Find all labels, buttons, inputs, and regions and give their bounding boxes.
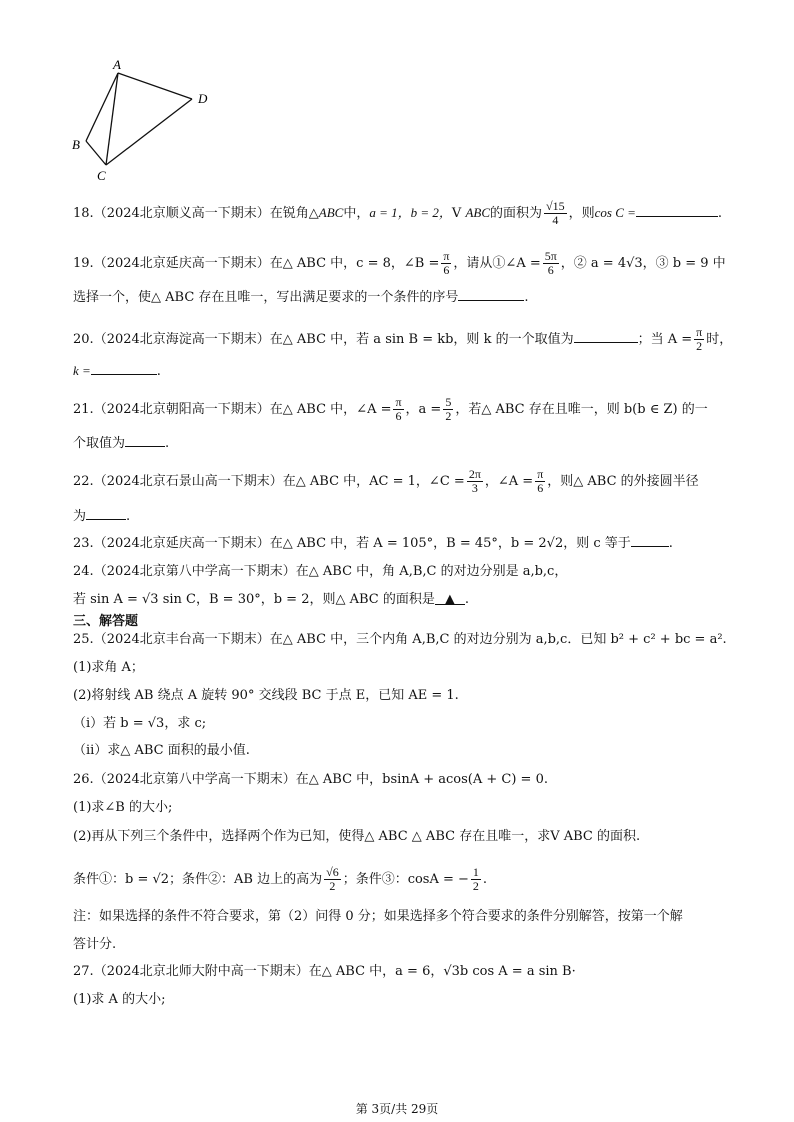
question-22: 22.（2024北京石景山高一下期末）在△ ABC 中，AC = 1，∠C = $\frac{2\pi}{3}$ ，∠A = $\frac{\pi}{6}$ ，则△ ABC 的外接圆半径 — [73, 467, 699, 495]
q21-frac-side: $\frac{5}{2}$ — [445, 395, 452, 423]
q18-abc: ABC — [318, 205, 344, 220]
q18-mid: 中， — [343, 206, 370, 221]
question-21-cont: 个取值为 . — [73, 432, 169, 454]
question-26-part2: (2)再从下列三个条件中，选择两个作为已知，使得△ ABC △ ABC 存在且唯一，求V ABC 的面积. — [73, 829, 641, 844]
answer-blank[interactable] — [91, 360, 157, 375]
q18-v: V — [451, 206, 462, 221]
question-26-note: 注：如果选择的条件不符合要求，第（2）问得 0 分；如果选择多个符合要求的条件分别解答，按第一个解 — [73, 909, 683, 924]
answer-blank[interactable] — [574, 328, 638, 343]
vertex-label-b: B — [72, 137, 80, 152]
q18-ask: ，则 — [568, 206, 595, 221]
q19-frac-b: $\frac{\pi}{6}$ — [443, 249, 450, 277]
q19-frac-a: $\frac{5\pi}{6}$ — [544, 249, 557, 277]
answer-blank[interactable] — [435, 590, 465, 605]
question-24: 24.（2024北京第八中学高一下期末）在△ ABC 中，角 A,B,C 的对边分别是 a,b,c， — [73, 564, 568, 579]
q22-frac-a: $\frac{\pi}{6}$ — [537, 467, 544, 495]
q22-frac-c: $\frac{2\pi}{3}$ — [468, 467, 481, 495]
q21-frac-a: $\frac{\pi}{6}$ — [395, 395, 402, 423]
q18-source: （2024北京顺义高一下期末） — [93, 206, 270, 221]
question-24-cont: 若 sin A = √3 sin C，B = 30°，b = 2，则△ ABC 的面积是 ▲ . — [73, 592, 470, 607]
question-19-cont: 选择一个，使△ ABC 存在且唯一，写出满足要求的一个条件的序号 . — [73, 286, 529, 308]
question-26: 26.（2024北京第八中学高一下期末）在△ ABC 中，bsinA + acos(A + C) = 0. — [73, 772, 548, 787]
vertex-label-c: C — [97, 168, 106, 183]
answer-blank[interactable] — [125, 432, 165, 447]
answer-blank[interactable] — [458, 286, 524, 301]
question-20: 20.（2024北京海淀高一下期末）在△ ABC 中，若 a sin B = kb，则 k 的一个取值为 ；当 A = $\frac{\pi}{2}$ 时， — [73, 325, 733, 353]
answer-blank[interactable] — [631, 532, 669, 547]
q20-frac: $\frac{\pi}{2}$ — [696, 325, 703, 353]
page-number: 第 3页/共 29页 — [355, 1102, 439, 1116]
question-26-note-cont: 答计分. — [73, 937, 117, 952]
q18-cos: cos C = — [594, 205, 636, 220]
question-25-part2i: （i）若 b = √3，求 c; — [73, 716, 207, 731]
q18-abc2: ABC — [465, 205, 490, 220]
q26-frac-height: $\frac{√6}{2}$ — [326, 865, 339, 893]
q26-frac-cos: $\frac{1}{2}$ — [472, 865, 479, 893]
question-25-part2: (2)将射线 AB 绕点 A 旋转 90° 交线段 BC 于点 E，已知 AE = 1. — [73, 688, 459, 703]
triangle-marker-icon: ▲ — [444, 592, 455, 607]
q18-number: 18. — [73, 206, 94, 221]
q19-source: （2024北京延庆高一下期末） — [93, 256, 270, 271]
answer-blank[interactable] — [636, 202, 718, 217]
q18-values: a = 1，b = 2， — [369, 205, 452, 220]
q18-area: 的面积为 — [490, 206, 543, 221]
question-26-part1: (1)求∠B 的大小; — [73, 800, 173, 815]
question-19: 19.（2024北京延庆高一下期末）在△ ABC 中，c = 8，∠B = $\frac{\pi}{6}$ ，请从①∠A = $\frac{5\pi}{6}$ ，② a = 4√3，③ b = 9 中 — [73, 249, 726, 277]
question-25-part2ii: （ii）求△ ABC 面积的最小值. — [73, 743, 250, 758]
question-20-cont: k = . — [73, 360, 161, 382]
quadrilateral-figure — [70, 55, 230, 185]
question-25-part1: (1)求角 A； — [73, 660, 144, 675]
question-27-part1: (1)求 A 的大小; — [73, 992, 166, 1007]
section-heading: 三、解答题 — [73, 614, 139, 629]
question-23: 23.（2024北京延庆高一下期末）在△ ABC 中，若 A = 105°，B = 45°，b = 2√2，则 c 等于 . — [73, 532, 673, 554]
answer-blank[interactable] — [86, 505, 126, 520]
question-25: 25.（2024北京丰台高一下期末）在△ ABC 中，三个内角 A,B,C 的对边分别为 a,b,c．已知 b² + c² + bc = a². — [73, 632, 727, 647]
q18-text: 在锐角△ — [269, 206, 319, 221]
vertex-label-d: D — [198, 91, 208, 106]
question-21: 21.（2024北京朝阳高一下期末）在△ ABC 中，∠A = $\frac{\pi}{6}$ ，a = $\frac{5}{2}$ ，若△ ABC 存在且唯一，则 b(b ∈ Z) 的一 — [73, 395, 708, 423]
q18-fraction: $\frac{√15}{4}$ — [546, 199, 565, 227]
question-26-conditions: 条件①：b = √2；条件②：AB 边上的高为 $\frac{√6}{2}$ ；条件③：cosA = − $\frac{1}{2}$ . — [73, 865, 488, 893]
question-18: 18.（2024北京顺义高一下期末）在锐角△ABC中，a = 1，b = 2，V ABC的面积为 $\frac{√15}{4}$ ，则cos C = . — [73, 199, 723, 227]
question-27: 27.（2024北京北师大附中高一下期末）在△ ABC 中，a = 6，√3b cos A = a sin B· — [73, 964, 576, 979]
vertex-label-a: A — [113, 57, 121, 72]
question-22-cont: 为 . — [73, 505, 130, 527]
